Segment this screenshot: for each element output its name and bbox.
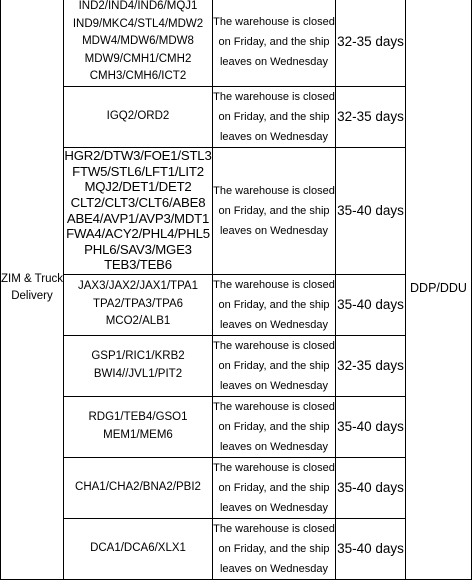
warehouse-codes-line: IGQ2/ORD2 [106, 109, 170, 122]
schedule-note-line: The warehouse is closed [213, 15, 335, 28]
warehouse-codes-line: GSP1/RIC1/KRB2 [91, 350, 185, 362]
transit-days-cell [336, 335, 406, 396]
transit-days: 35-40 days [337, 480, 404, 495]
schedule-note-line: The warehouse is closed [213, 90, 335, 103]
schedule-note-cell [213, 86, 336, 147]
transit-days-cell [336, 147, 406, 274]
transit-days: 35-40 days [337, 419, 404, 434]
shipping-method: ZIM & Truck Delivery [1, 273, 63, 303]
transit-days-cell [336, 274, 406, 335]
warehouse-codes-line: MCO2/ALB1 [105, 315, 171, 328]
warehouse-codes-cell [64, 396, 213, 457]
schedule-note-line: The warehouse is closed [213, 400, 335, 413]
schedule-note-line: leaves on Wednesday [219, 562, 329, 575]
warehouse-codes-line: DCA1/DCA6/XLX1 [90, 541, 186, 554]
warehouse-codes-line: ABE4/AVP1/AVP3/MDT1 [66, 210, 210, 226]
transit-days-cell [336, 396, 406, 457]
warehouse-codes-line: PHL6/SAV3/MGE3 [84, 241, 192, 257]
schedule-note-cell [213, 396, 336, 457]
warehouse-codes-cell [64, 86, 213, 147]
shipping-method-cell [1, 0, 64, 579]
schedule-note-line: The warehouse is closed [213, 184, 335, 197]
schedule-note-line: The warehouse is closed [213, 339, 335, 352]
warehouse-codes-line: IND9/MKC4/STL4/MDW2 [72, 17, 204, 30]
schedule-note-line: on Friday, and the ship [218, 542, 330, 555]
schedule-note-line: on Friday, and the ship [218, 481, 330, 494]
warehouse-codes-line: MEM1/MEM6 [103, 428, 173, 441]
warehouse-codes-line: TPA2/TPA3/TPA6 [92, 297, 184, 310]
schedule-note-line: leaves on Wednesday [219, 224, 329, 237]
trade-terms-cell [406, 0, 472, 579]
schedule-note-line: The warehouse is closed [213, 461, 335, 474]
warehouse-codes-line: MDW9/CMH1/CMH2 [84, 52, 192, 65]
schedule-note-cell [213, 0, 336, 86]
warehouse-codes-cell [64, 335, 213, 396]
warehouse-codes-line: TEB3/TEB6 [104, 257, 172, 273]
warehouse-codes-cell [64, 274, 213, 335]
warehouse-codes-line: JAX3/JAX2/JAX1/TPA1 [78, 280, 198, 293]
schedule-note-line: leaves on Wednesday [219, 501, 329, 514]
schedule-note-line: leaves on Wednesday [219, 379, 329, 392]
warehouse-codes-line: IND2/IND4/IND6/MQJ1 [78, 0, 198, 12]
transit-days: 35-40 days [337, 203, 404, 218]
schedule-note-line: on Friday, and the ship [218, 298, 330, 311]
warehouse-codes-line: RDG1/TEB4/GSO1 [88, 411, 188, 423]
transit-days-cell [336, 457, 406, 518]
warehouse-codes-cell [64, 0, 213, 86]
table-row [1, 396, 472, 457]
schedule-note-cell [213, 147, 336, 274]
transit-days-cell [336, 518, 406, 579]
transit-days-cell [336, 86, 406, 147]
table-row [1, 274, 472, 335]
schedule-note-cell [213, 274, 336, 335]
warehouse-codes-line: FWA4/ACY2/PHL4/PHL5 [66, 226, 210, 242]
transit-days: 32-35 days [337, 358, 404, 373]
schedule-note-line: leaves on Wednesday [219, 440, 329, 453]
schedule-note-cell [213, 335, 336, 396]
warehouse-codes-cell [64, 147, 213, 274]
warehouse-codes-cell [64, 457, 213, 518]
warehouse-codes-line: CHA1/CHA2/BNA2/PBI2 [75, 480, 201, 493]
schedule-note-line: The warehouse is closed [213, 522, 335, 535]
warehouse-codes-line: FTW5/STL6/LFT1/LIT2 [72, 163, 204, 179]
schedule-note-cell [213, 518, 336, 579]
table-row [1, 335, 472, 396]
schedule-note-line: on Friday, and the ship [218, 204, 330, 217]
table-row [1, 0, 472, 86]
table-row [1, 457, 472, 518]
warehouse-codes-line: MDW4/MDW6/MDW8 [82, 35, 194, 47]
schedule-note-line: leaves on Wednesday [219, 130, 329, 143]
table-row [1, 518, 472, 579]
warehouse-codes-line: CLT2/CLT3/CLT6/ABE8 [70, 194, 206, 210]
schedule-note-line: on Friday, and the ship [218, 420, 330, 433]
schedule-note-line: leaves on Wednesday [219, 55, 329, 68]
transit-days: 32-35 days [337, 34, 404, 50]
table-row [1, 147, 472, 274]
warehouse-codes-line: MQJ2/DET1/DET2 [84, 179, 192, 195]
schedule-note-line: on Friday, and the ship [218, 110, 330, 123]
schedule-note-cell [213, 457, 336, 518]
transit-days: 35-40 days [337, 541, 404, 556]
warehouse-codes-line: HGR2/DTW3/FOE1/STL3 [64, 148, 212, 164]
transit-days: 35-40 days [337, 297, 404, 312]
warehouse-codes-line: BWI4//JVL1/PIT2 [93, 367, 183, 380]
schedule-note-line: The warehouse is closed [213, 278, 335, 291]
warehouse-codes-cell [64, 518, 213, 579]
table-row [1, 86, 472, 147]
trade-terms: DDP/DDU [410, 281, 467, 296]
warehouse-codes-line: CMH3/CMH6/ICT2 [89, 70, 187, 82]
schedule-note-line: on Friday, and the ship [218, 35, 330, 48]
schedule-note-line: leaves on Wednesday [219, 318, 329, 331]
transit-days-cell [336, 0, 406, 86]
schedule-note-line: on Friday, and the ship [218, 359, 330, 372]
transit-days: 32-35 days [337, 109, 404, 124]
